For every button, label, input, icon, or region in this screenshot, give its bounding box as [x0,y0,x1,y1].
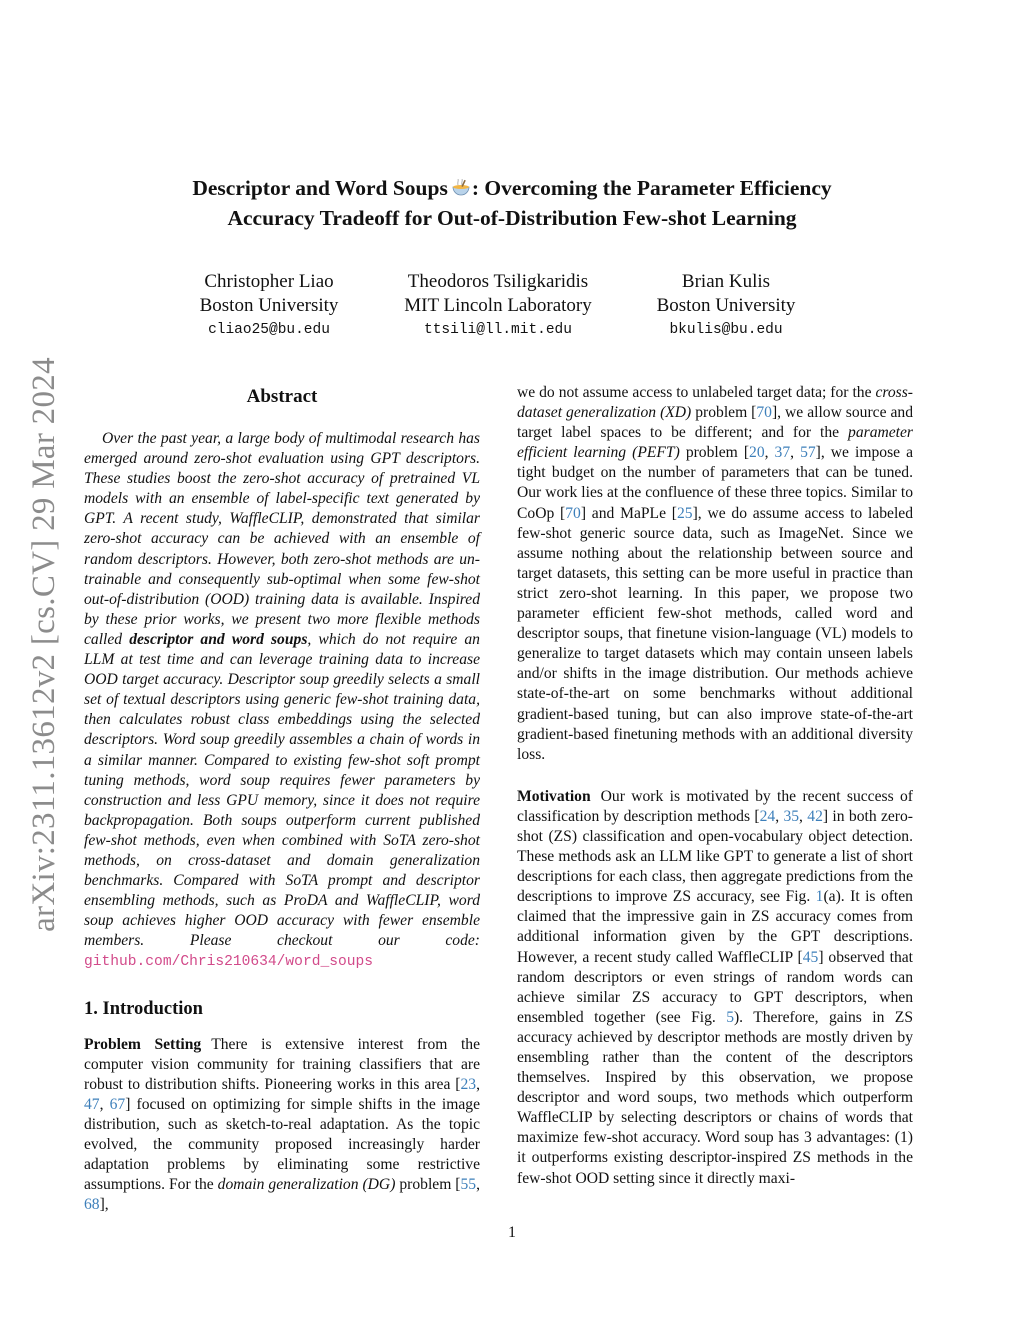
citation-link[interactable]: 70 [756,404,772,422]
code-link[interactable]: github.com/Chris210634/word_soups [84,954,374,971]
author-email: cliao25@bu.edu [208,322,330,338]
author-name: Brian Kulis [681,271,771,292]
paper-title [84,173,940,233]
intro-heading: 1. Introduction [84,998,203,1019]
author-affiliation: Boston University [199,294,339,316]
citation-link[interactable]: 35 [783,807,800,825]
citation-link[interactable]: 57 [800,444,816,462]
author-email: ttsili@ll.mit.edu [424,322,572,338]
author-name: Christopher Liao [204,271,334,292]
citation-link[interactable]: 20 [749,444,765,462]
arxiv-identifier: arXiv:2311.13612v2 [cs.CV] 29 Mar 2024 [25,356,62,932]
arxiv-stamp [12,348,76,940]
soup-bowl-icon [451,175,471,193]
author-name: Theodoros Tsiligkaridis [407,271,589,292]
abstract-emphasis: descriptor and word soups [129,630,308,648]
problem-setting-heading: Problem Setting [84,1035,202,1053]
figure-link[interactable]: 1 [815,888,824,906]
author-3 [636,270,816,343]
citation-link[interactable]: 68 [84,1196,100,1214]
citation-link[interactable]: 24 [759,807,776,825]
author-affiliation: Boston University [656,294,796,316]
figure-link[interactable]: 5 [726,1008,734,1026]
title-part-1: Descriptor and Word Soups [192,176,448,200]
citation-link[interactable]: 25 [676,504,693,522]
abstract-text: Over the past year, a large body of multimodal research has emerged around zero-shot evaluation using GPT descriptors. These studies boost the zero-shot accuracy of pretrained VL models with an ensemble of label-specific text generated by GPT. A recent study, WaffleCLIP, demonstrated that similar zero-shot accuracy can be achieved with an ensemble of random descriptors. However, both zero-shot methods are un-trainable and consequently sub-optimal when some few-shot out-of-distribution (OOD) training data is available. Inspired by these prior works, we present two more flexible methods called descriptor and word soups, which do not require an LLM at test time and can leverage training data to increase OOD target accuracy. Descriptor soup greedily selects a small set of textual descriptors using generic few-shot training data, then calculates robust class embeddings using the selected descriptors. Word soup greedily assembles a chain of words in a similar manner. Compared to existing few-shot soft prompt tuning methods, word soup requires fewer parameters by construction and less GPU memory, since it does not require backpropagation. Both soups outperform current published few-shot methods, even when combined with SoTA zero-shot methods, on cross-dataset and domain generalization benchmarks. Compared with SoTA prompt and descriptor ensembling methods, such as ProDA and WaffleCLIP, word soup achieves higher OOD accuracy with fewer ensemble members. Please checkout our code: github.com/Chris210634/word_soups [84,430,480,971]
citation-link[interactable]: 23 [460,1075,477,1093]
author-affiliation: MIT Lincoln Laboratory [404,294,592,316]
left-column [84,383,480,1215]
citation-link[interactable]: 67 [109,1095,126,1113]
citation-link[interactable]: 55 [460,1176,477,1194]
motivation-paragraph: Motivation Our work is motivated by the recent success of classification by description methods [24, 35, 42] in both zero-shot (ZS) classification and open-vocabulary object detection. These methods ask an LLM like GPT to generate a list of short descriptions for each class, then aggregate predictions from the descriptions to improve ZS accuracy, see Fig. 1(a). It is often claimed that the impressive gain in ZS accuracy comes from additional information given by the GPT descriptions. However, a recent study called WaffleCLIP [45] observed that random descriptors or even strings of random words can achieve similar ZS accuracy to GPT descriptors, when ensembled together (see Fig. 5). Therefore, gains in ZS accuracy achieved by descriptor methods are mostly driven by ensembling rather than the content of the descriptors themselves. Inspired by this observation, we propose descriptor and word soups, two methods which outperform WaffleCLIP by selecting descriptors or chains of words that maximize few-shot accuracy. Word soup has 3 advantages: (1) it outperforms existing descriptor-inspired ZS methods in the few-shot OOD setting since it directly maxi- [517,787,913,1187]
author-2 [378,270,618,343]
citation-link[interactable]: 37 [774,444,791,462]
author-email: bkulis@bu.edu [669,322,783,338]
motivation-heading: Motivation [517,787,591,805]
right-column [517,383,913,1189]
author-1 [169,270,369,343]
problem-setting-paragraph: Problem Setting There is extensive interest from the computer vision community for training classifiers that are robust to distribution shifts. Pioneering works in this area [23, 47, 67] focused on optimizing for simple shifts in the image distribution, such as sketch-to-real adaptation. As the topic evolved, the community proposed increasingly harder adaptation problems by eliminating some restrictive assumptions. For the domain generalization (DG) problem [55, 68], [84,1035,481,1214]
page-number: 1 [508,1224,516,1241]
citation-link[interactable]: 47 [84,1095,100,1113]
citation-link[interactable]: 70 [565,504,581,522]
intro-continued-paragraph: we do not assume access to unlabeled target data; for the cross-dataset generalization (XD) problem [70], we allow source and target label spaces to be different; and for the parameter efficient learning (PEFT) problem [20, 37, 57], we impose a tight budget on the number of parameters that can be tuned. Our work lies at the confluence of these three topics. Similar to CoOp [70] and MaPLe [25], we do assume access to labeled few-shot generic source data, such as ImageNet. Since we assume nothing about the relationship between source and target datasets, this setting can be more useful in practice than strict zero-shot learning. In this paper, we propose two parameter efficient few-shot methods, called word and descriptor soups, that finetune vision-language (VL) models to generalize to target datasets which may contain unseen labels and/or shifts in the image distribution. Our methods achieve state-of-the-art on some benchmarks without additional gradient-based tuning, but can also improve state-of-the-art gradient-based finetuning methods with an additional diversity loss. [517,384,914,763]
citation-link[interactable]: 42 [807,807,823,825]
author-block [0,270,1024,350]
abstract-heading: Abstract [246,386,318,407]
title-line-2: Accuracy Tradeoff for Out-of-Distribution Few-shot Learning [227,206,797,230]
citation-link[interactable]: 45 [802,948,819,966]
title-part-2: : Overcoming the Parameter Efficiency [471,176,832,200]
